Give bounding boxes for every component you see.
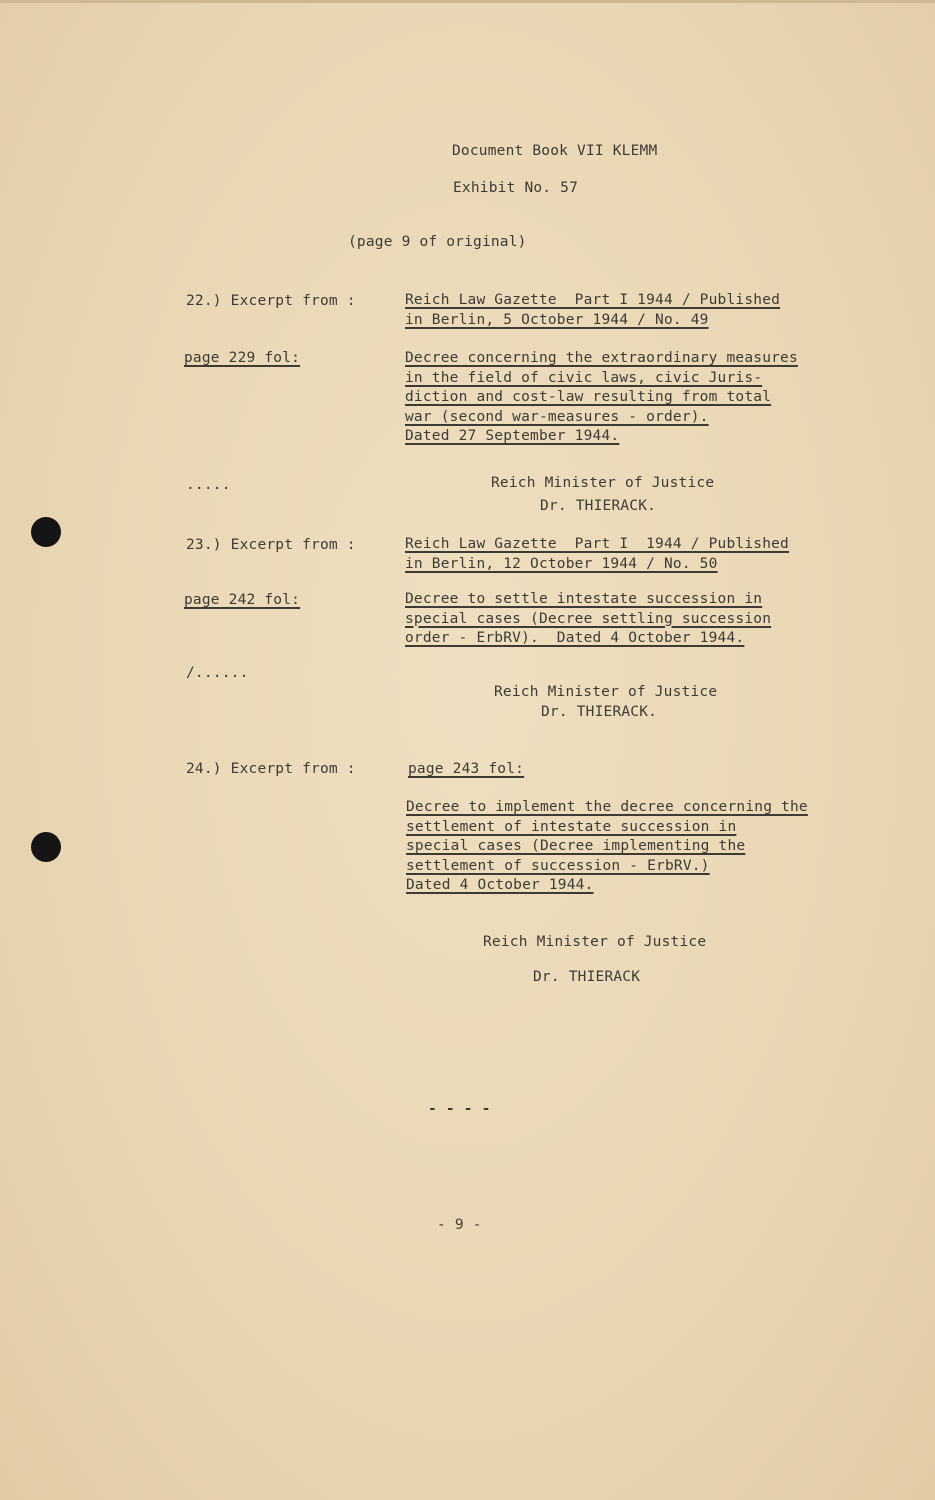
entry-23-label: 23.) Excerpt from : [186, 537, 356, 553]
entry-23-decree-line-3: order - ErbRV). Dated 4 October 1944. [405, 630, 745, 646]
page-top-edge [0, 0, 935, 3]
entry-24-decree-line-1: Decree to implement the decree concerning the [406, 799, 808, 815]
entry-24-decree-line-5: Dated 4 October 1944. [406, 877, 594, 893]
closing-dashes: - - - - [428, 1101, 491, 1117]
entry-24-page-label: page 243 fol: [408, 761, 525, 777]
entry-22-decree-line-3: diction and cost-law resulting from total [405, 389, 772, 405]
entry-23-source-line-2: in Berlin, 12 October 1944 / No. 50 [405, 555, 718, 572]
entry-22-source-line-2: in Berlin, 5 October 1944 / No. 49 [405, 311, 709, 328]
entry-22-signature-name: Dr. THIERACK. [540, 498, 657, 514]
entry-22-decree-line-1: Decree concerning the extraordinary measures [405, 350, 798, 366]
entry-23-source [405, 535, 789, 574]
entry-23-source-line-1: Reich Law Gazette Part I 1944 / Published [405, 536, 789, 552]
exhibit-number: Exhibit No. 57 [453, 180, 579, 196]
entry-22-ellipsis: ..... [186, 477, 231, 493]
entry-24-signature-name: Dr. THIERACK [533, 969, 641, 985]
entry-23-page-label: page 242 fol: [184, 592, 301, 608]
punch-hole-top [31, 517, 61, 547]
entry-24-decree-line-2: settlement of intestate succession in [406, 818, 737, 835]
entry-22-page-label: page 229 fol: [184, 350, 301, 366]
document-book-title: Document Book VII KLEMM [452, 143, 658, 159]
entry-24-signature-title: Reich Minister of Justice [483, 934, 707, 950]
page-number: - 9 - [437, 1217, 482, 1233]
entry-22-source-line-1: Reich Law Gazette Part I 1944 / Published [405, 292, 781, 308]
entry-23-ellipsis: /...... [186, 665, 249, 681]
entry-22-decree [405, 349, 798, 447]
entry-23-decree [405, 590, 771, 649]
entry-24-decree-line-4: settlement of succession - ErbRV.) [406, 857, 710, 874]
entry-22-source [405, 291, 780, 330]
entry-22-decree-line-5: Dated 27 September 1944. [405, 428, 620, 444]
entry-24-label: 24.) Excerpt from : [186, 761, 356, 777]
entry-23-signature-title: Reich Minister of Justice [494, 684, 718, 700]
entry-22-signature-title: Reich Minister of Justice [491, 475, 715, 491]
page-reference: (page 9 of original) [348, 234, 527, 250]
entry-24-decree [406, 798, 808, 896]
entry-22-decree-line-4: war (second war-measures - order). [405, 408, 709, 425]
entry-22-label: 22.) Excerpt from : [186, 293, 356, 309]
entry-23-signature-name: Dr. THIERACK. [541, 704, 658, 720]
entry-22-decree-line-2: in the field of civic laws, civic Juris- [405, 369, 763, 386]
entry-23-decree-line-2: special cases (Decree settling succession [405, 610, 772, 627]
punch-hole-bottom [31, 832, 61, 862]
entry-23-decree-line-1: Decree to settle intestate succession in [405, 591, 763, 607]
entry-24-decree-line-3: special cases (Decree implementing the [406, 838, 746, 854]
